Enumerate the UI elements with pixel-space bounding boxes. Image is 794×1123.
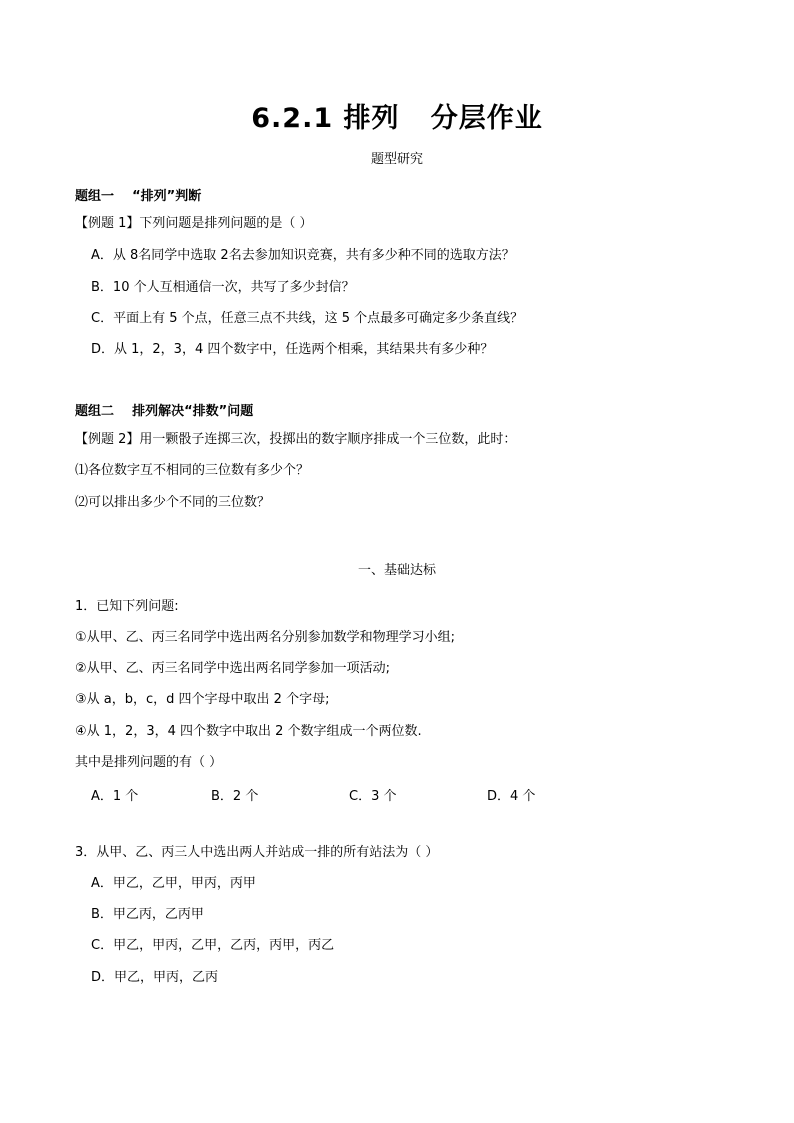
- q3-option-c: C．甲乙，甲丙，乙甲，乙丙，丙甲，丙乙: [91, 938, 335, 953]
- q1-choice-c: C．3 个: [349, 789, 397, 804]
- example2-item-1: ⑴各位数字互不相同的三位数有多少个？: [75, 463, 310, 478]
- page-title: 6.2.1 排列 分层作业: [251, 103, 543, 134]
- page-subtitle: 题型研究: [370, 152, 423, 167]
- example2-item-2: ⑵可以排出多少个不同的三位数？: [75, 495, 271, 510]
- q1-choice-d: D．4 个: [487, 789, 536, 804]
- q1-item-3: ③从 a，b，c，d 四个字母中取出 2 个字母;: [75, 692, 330, 707]
- group1-heading: 题组一 “排列”判断: [75, 189, 202, 204]
- example1-stem: 【例题 1】下列问题是排列问题的是（ ）: [75, 216, 313, 231]
- example2-stem: 【例题 2】用一颗骰子连掷三次，投掷出的数字顺序排成一个三位数，此时：: [75, 432, 517, 447]
- q1-item-1: ①从甲、乙、丙三名同学中选出两名分别参加数学和物理学习小组;: [75, 630, 456, 645]
- q3-option-a: A．甲乙，乙甲，甲丙，丙甲: [91, 876, 256, 891]
- example1-option-b: B．10 个人互相通信一次，共写了多少封信？: [91, 280, 355, 295]
- example1-option-a: A．从 8名同学中选取 2名去参加知识竞赛，共有多少种不同的选取方法？: [91, 248, 515, 263]
- q1-choice-a: A．1 个: [91, 789, 139, 804]
- section-heading: 一、基础达标: [357, 563, 436, 578]
- example1-option-d: D．从 1，2，3，4 四个数字中，任选两个相乘，其结果共有多少种？: [91, 342, 494, 357]
- q3-stem: 3．从甲、乙、丙三人中选出两人并站成一排的所有站法为（ ）: [75, 845, 439, 860]
- group2-heading: 题组二 排列解决“排数”问题: [75, 404, 254, 419]
- q1-item-2: ②从甲、乙、丙三名同学中选出两名同学参加一项活动;: [75, 661, 391, 676]
- q1-question: 其中是排列问题的有（ ）: [75, 755, 223, 770]
- q1-item-4: ④从 1，2，3，4 四个数字中取出 2 个数字组成一个两位数.: [75, 724, 422, 739]
- q3-option-b: B．甲乙丙，乙丙甲: [91, 907, 204, 922]
- q3-option-d: D．甲乙，甲丙，乙丙: [91, 970, 219, 985]
- q1-choice-b: B．2 个: [211, 789, 259, 804]
- q1-stem: 1．已知下列问题:: [75, 599, 179, 614]
- example1-option-c: C．平面上有 5 个点，任意三点不共线，这 5 个点最多可确定多少条直线？: [91, 311, 524, 326]
